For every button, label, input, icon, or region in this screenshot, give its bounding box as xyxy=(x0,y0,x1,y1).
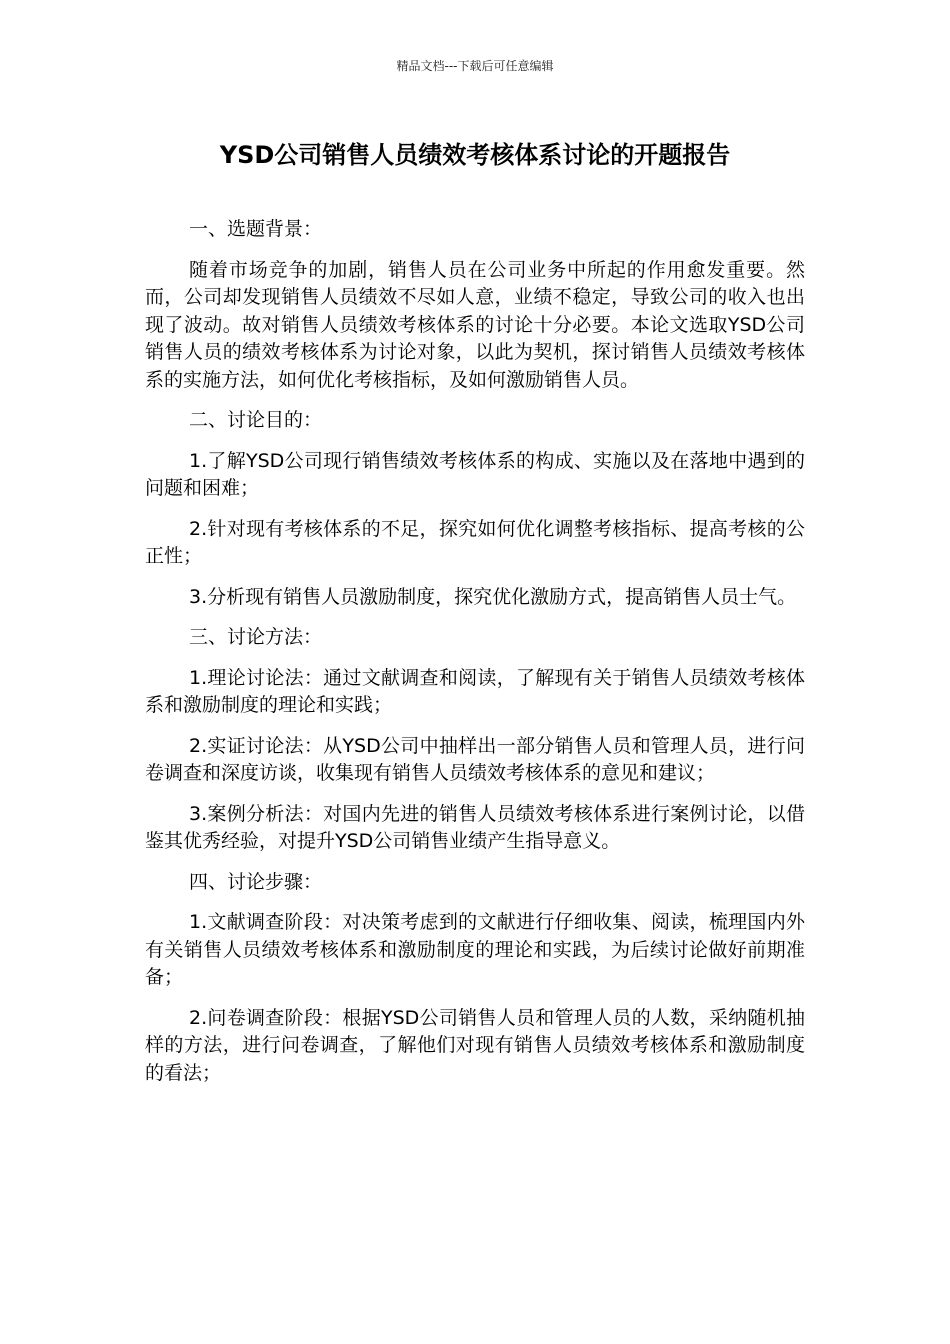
step-item-2: 2.问卷调查阶段：根据YSD公司销售人员和管理人员的人数，采纳随机抽样的方法，进行问卷调查，了解他们对现有销售人员绩效考核体系和激励制度的看法； xyxy=(145,1006,805,1084)
purpose-item-3: 3.分析现有销售人员激励制度，探究优化激励方式，提高销售人员士气。 xyxy=(189,585,797,608)
method-item-1: 1.理论讨论法：通过文献调查和阅读，了解现有关于销售人员绩效考核体系和激励制度的理论和实践； xyxy=(145,666,805,716)
method-item-2: 2.实证讨论法：从YSD公司中抽样出一部分销售人员和管理人员，进行问卷调查和深度访谈，收集现有销售人员绩效考核体系的意见和建议； xyxy=(145,734,805,784)
section-heading-background: 一、选题背景： xyxy=(189,218,323,240)
purpose-item-1: 1.了解YSD公司现行销售绩效考核体系的构成、实施以及在落地中遇到的问题和困难； xyxy=(145,449,805,499)
section-heading-methods: 三、讨论方法： xyxy=(189,626,323,648)
page-header-note: 精品文档---下载后可任意编辑 xyxy=(396,59,554,73)
step-item-1: 1.文献调查阶段：对决策考虑到的文献进行仔细收集、阅读，梳理国内外有关销售人员绩效考核体系和激励制度的理论和实践，为后续讨论做好前期准备； xyxy=(145,911,805,988)
method-item-3: 3.案例分析法：对国内先进的销售人员绩效考核体系进行案例讨论，以借鉴其优秀经验，对提升YSD公司销售业绩产生指导意义。 xyxy=(145,802,805,852)
document-body xyxy=(145,216,805,1100)
section-heading-steps: 四、讨论步骤： xyxy=(189,870,323,893)
document-title: YSD公司销售人员绩效考核体系讨论的开题报告 xyxy=(219,141,731,169)
purpose-item-2: 2.针对现有考核体系的不足，探究如何优化调整考核指标、提高考核的公正性； xyxy=(145,517,805,567)
paragraph-background: 随着市场竞争的加剧，销售人员在公司业务中所起的作用愈发重要。然而，公司却发现销售人员绩效不尽如人意，业绩不稳定，导致公司的收入也出现了波动。故对销售人员绩效考核体系的讨论十分必要。本论文选取YSD公司销售人员的绩效考核体系为讨论对象，以此为契机，探讨销售人员绩效考核体系的实施方法，如何优化考核指标，及如何激励销售人员。 xyxy=(145,258,805,391)
section-heading-purpose: 二、讨论目的： xyxy=(189,409,323,431)
